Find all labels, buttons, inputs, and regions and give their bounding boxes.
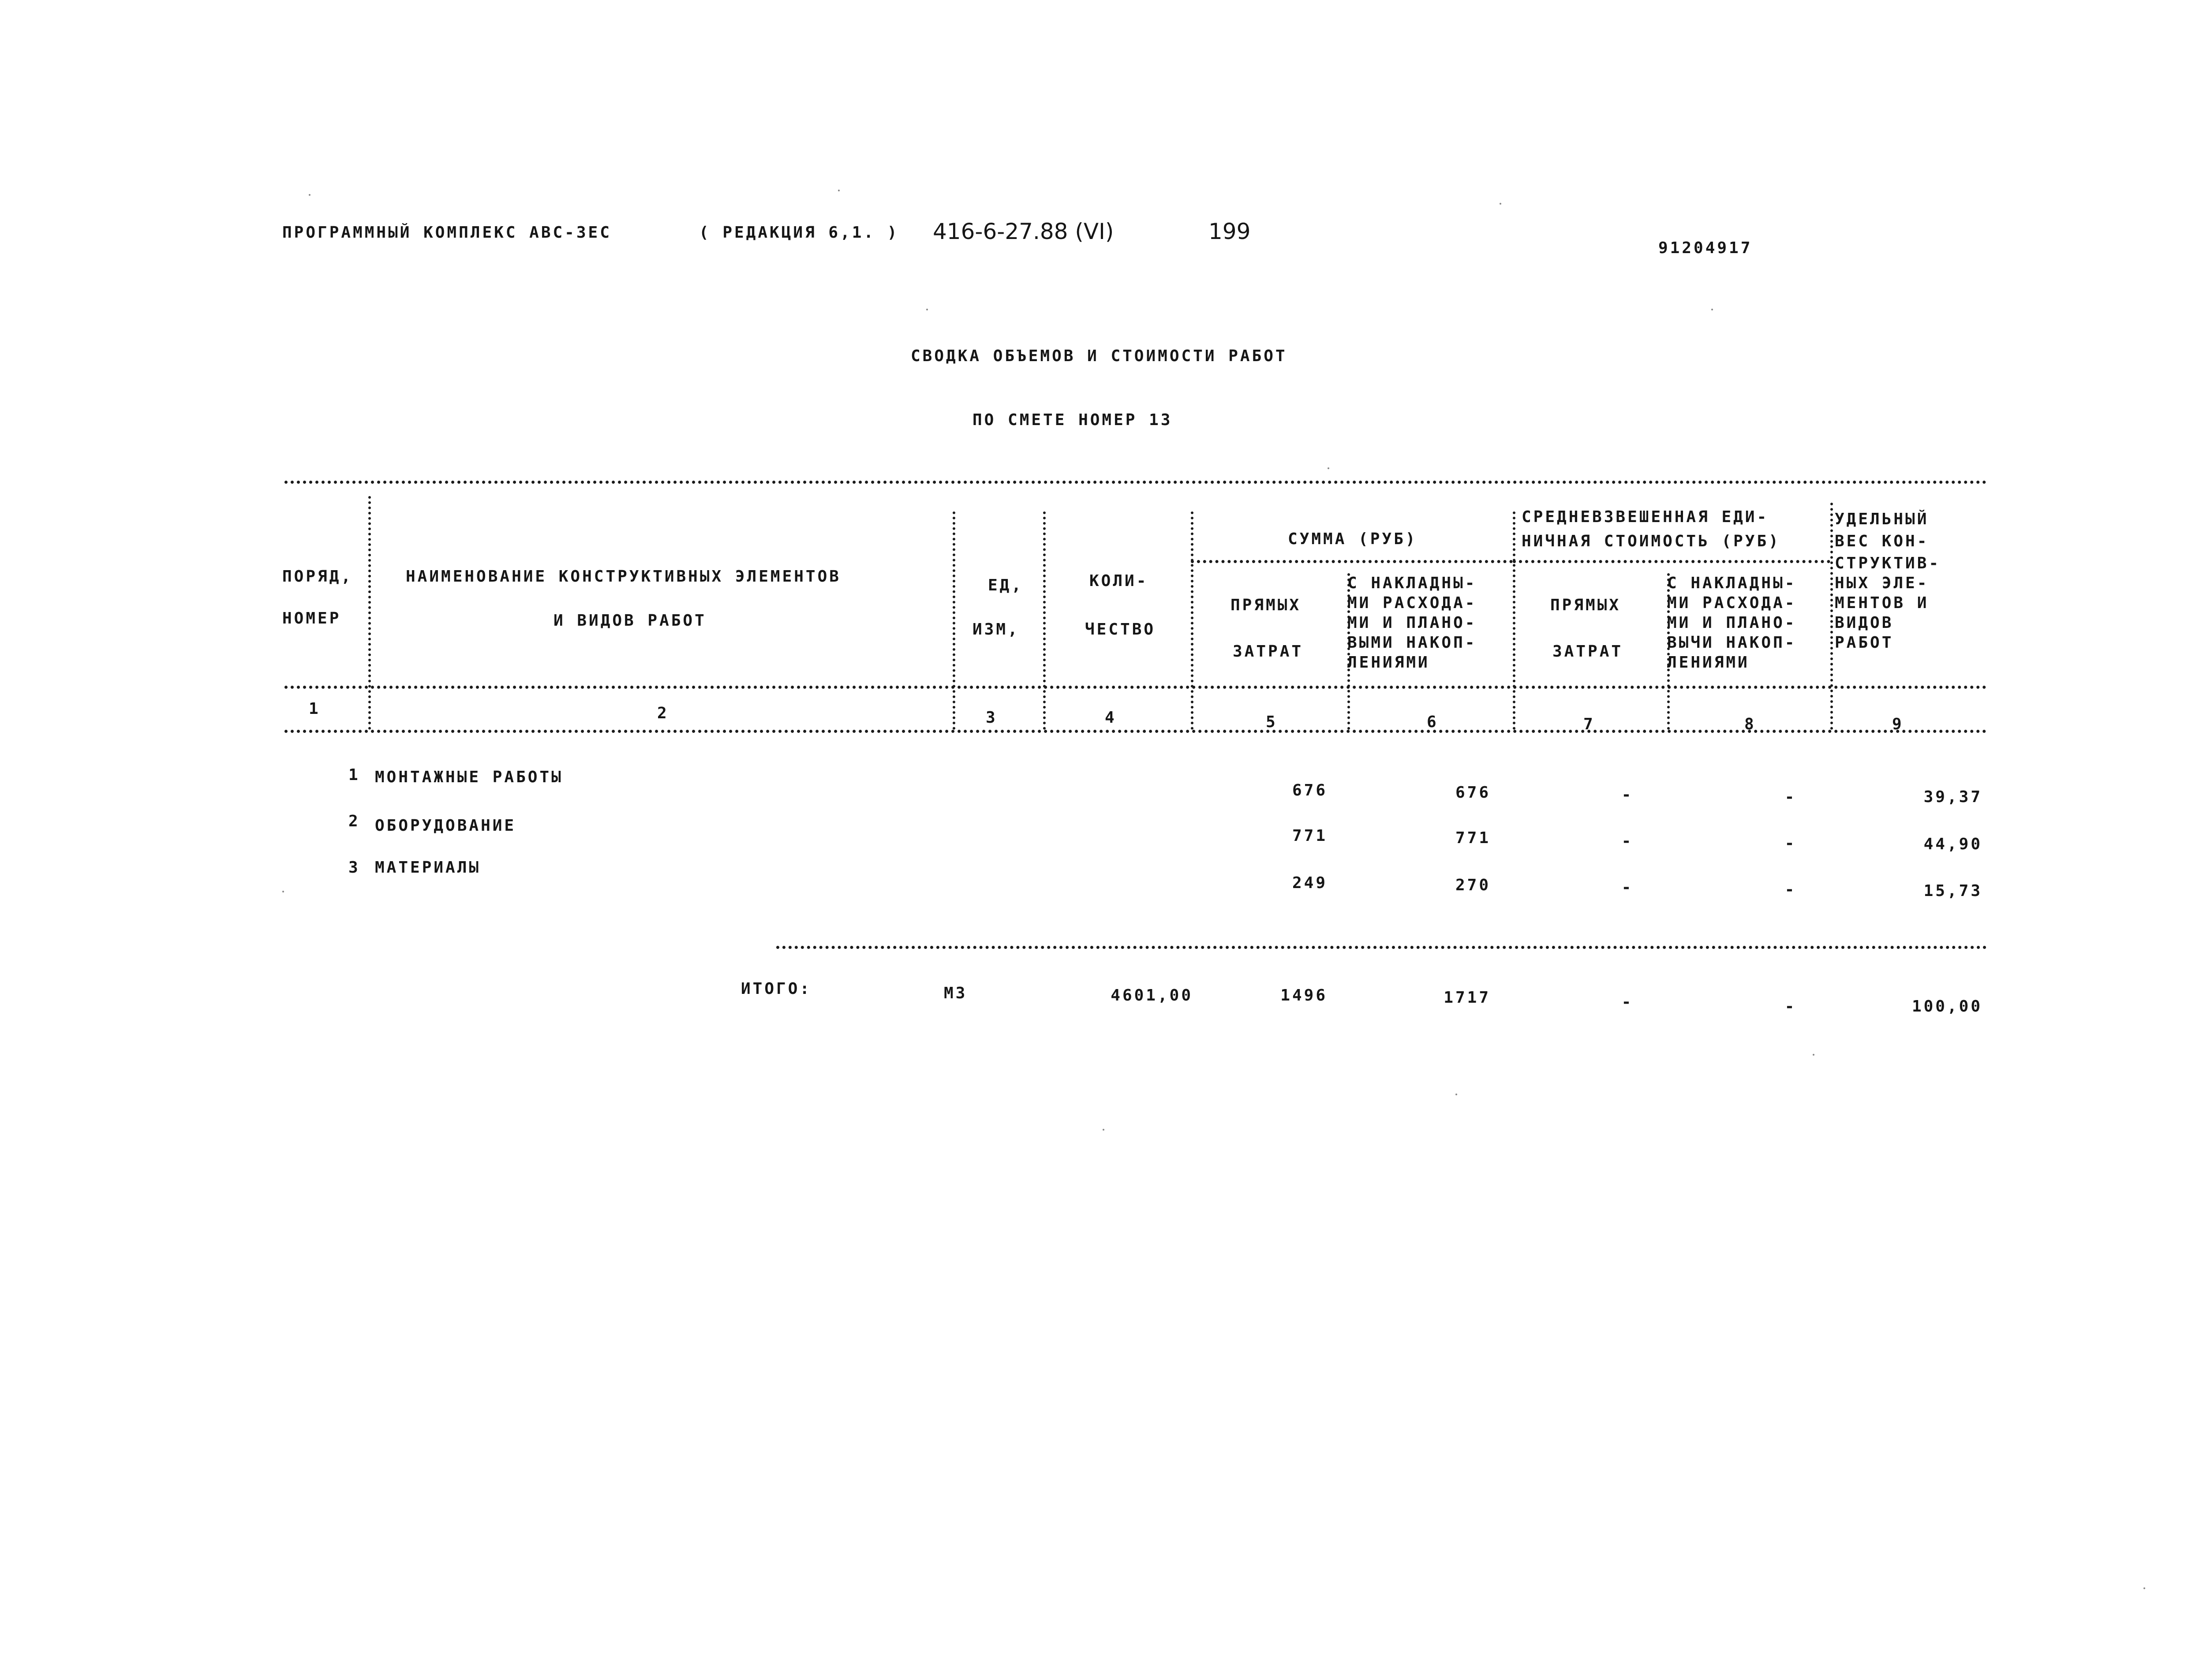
col6-header-line5: ЛЕНИЯМИ bbox=[1347, 653, 1430, 672]
col8-header-line1: С НАКЛАДНЫ- bbox=[1667, 574, 1797, 592]
document-number: 91204917 bbox=[1658, 239, 1753, 257]
report-subtitle: ПО СМЕТЕ НОМЕР 13 bbox=[972, 411, 1173, 429]
total-overhead: 1717 bbox=[1444, 989, 1491, 1007]
col-sep-6 bbox=[1513, 511, 1515, 730]
col6-header-line3: МИ И ПЛАНО- bbox=[1347, 614, 1477, 632]
row1-avg-overhead: - bbox=[1784, 788, 1797, 806]
scan-speck bbox=[1328, 467, 1329, 469]
total-avg-overhead: - bbox=[1784, 997, 1797, 1015]
row3-number: 3 bbox=[348, 859, 360, 877]
col-sep-4 bbox=[1191, 511, 1193, 730]
col-number-7: 7 bbox=[1583, 715, 1595, 733]
row2-name: ОБОРУДОВАНИЕ bbox=[375, 817, 516, 835]
total-avg-direct: - bbox=[1621, 993, 1634, 1011]
scan-speck bbox=[1711, 309, 1713, 310]
col-sep-3 bbox=[1043, 511, 1046, 730]
col9-header-line5: МЕНТОВ И bbox=[1835, 594, 1929, 612]
avg-group-header-line1: СРЕДНЕВЗВЕШЕННАЯ ЕДИ- bbox=[1522, 508, 1769, 526]
table-top-rule bbox=[284, 481, 1987, 484]
col9-header-line2: ВЕС КОН- bbox=[1835, 532, 1929, 550]
header-bottom-rule bbox=[284, 686, 1987, 689]
row2-share: 44,90 bbox=[1923, 835, 1982, 853]
col6-header-line2: МИ РАСХОДА- bbox=[1347, 594, 1477, 612]
col8-header-line5: ЛЕНИЯМИ bbox=[1667, 653, 1750, 672]
col2-header-line2: И ВИДОВ РАБОТ bbox=[554, 612, 707, 630]
col1-header-line1: ПОРЯД, bbox=[282, 567, 353, 586]
page-number: 199 bbox=[1208, 219, 1251, 244]
scan-speck bbox=[2143, 1587, 2145, 1589]
col5-header-line1: ПРЯМЫХ bbox=[1231, 596, 1302, 614]
project-code: 416-6-27.88 (VI) bbox=[933, 219, 1114, 244]
scan-speck bbox=[1455, 1094, 1457, 1095]
col4-header-line2: ЧЕСТВО bbox=[1085, 620, 1156, 638]
row1-overhead: 676 bbox=[1455, 784, 1491, 802]
col9-header-line4: НЫХ ЭЛЕ- bbox=[1835, 574, 1929, 592]
col-sep-2 bbox=[953, 511, 955, 730]
col8-header-line2: МИ РАСХОДА- bbox=[1667, 594, 1797, 612]
total-label: ИТОГО: bbox=[741, 980, 812, 998]
scan-speck bbox=[838, 190, 840, 191]
row2-direct: 771 bbox=[1292, 827, 1328, 845]
col9-header-line3: СТРУКТИВ- bbox=[1835, 554, 1941, 572]
col-number-3: 3 bbox=[986, 709, 998, 727]
col-sep-8 bbox=[1830, 503, 1833, 730]
row1-number: 1 bbox=[348, 766, 360, 784]
row2-number: 2 bbox=[348, 812, 360, 830]
col9-header-line7: РАБОТ bbox=[1835, 634, 1894, 652]
total-direct: 1496 bbox=[1280, 986, 1328, 1004]
numbers-bottom-rule bbox=[284, 730, 1987, 733]
col2-header-line1: НАИМЕНОВАНИЕ КОНСТРУКТИВНЫХ ЭЛЕМЕНТОВ bbox=[406, 567, 841, 586]
avg-group-header-line2: НИЧНАЯ СТОИМОСТЬ (РУБ) bbox=[1522, 532, 1780, 550]
sum-group-rule bbox=[1191, 560, 1513, 563]
col-number-6: 6 bbox=[1427, 713, 1439, 731]
col-number-2: 2 bbox=[657, 704, 669, 722]
col9-header-line1: УДЕЛЬНЫЙ bbox=[1835, 510, 1929, 528]
col-number-9: 9 bbox=[1892, 715, 1904, 733]
total-rule bbox=[776, 946, 1987, 949]
col3-header-line2: ИЗМ, bbox=[972, 620, 1020, 638]
total-share: 100,00 bbox=[1911, 997, 1982, 1015]
col7-header-line1: ПРЯМЫХ bbox=[1550, 596, 1621, 614]
scan-speck bbox=[1813, 1054, 1814, 1056]
col8-header-line4: ВЫЧИ НАКОП- bbox=[1667, 634, 1797, 652]
col-number-1: 1 bbox=[309, 700, 321, 718]
col-number-4: 4 bbox=[1105, 709, 1117, 727]
col8-header-line3: МИ И ПЛАНО- bbox=[1667, 614, 1797, 632]
col-sep-1 bbox=[368, 496, 371, 730]
scan-speck bbox=[1103, 1129, 1104, 1131]
col-number-5: 5 bbox=[1266, 713, 1278, 731]
sum-group-header: СУММА (РУБ) bbox=[1288, 530, 1418, 548]
row2-overhead: 771 bbox=[1455, 829, 1491, 847]
scan-speck bbox=[926, 309, 928, 310]
row1-name: МОНТАЖНЫЕ РАБОТЫ bbox=[375, 768, 563, 786]
row2-avg-direct: - bbox=[1621, 832, 1634, 850]
col1-header-line2: НОМЕР bbox=[282, 609, 341, 627]
col3-header-line1: ЕД, bbox=[988, 576, 1024, 594]
row3-avg-direct: - bbox=[1621, 878, 1634, 896]
scan-speck bbox=[282, 891, 284, 892]
row1-direct: 676 bbox=[1292, 781, 1328, 799]
col-number-8: 8 bbox=[1744, 715, 1756, 733]
row1-share: 39,37 bbox=[1923, 788, 1982, 806]
program-name: ПРОГРАММНЫЙ КОМПЛЕКС АВС-3ЕС bbox=[282, 224, 612, 242]
row3-name: МАТЕРИАЛЫ bbox=[375, 859, 481, 877]
avg-group-rule bbox=[1513, 560, 1830, 563]
row3-avg-overhead: - bbox=[1784, 881, 1797, 899]
row3-direct: 249 bbox=[1292, 874, 1328, 892]
row3-share: 15,73 bbox=[1923, 882, 1982, 900]
row3-overhead: 270 bbox=[1455, 876, 1491, 894]
total-quantity: 4601,00 bbox=[1111, 986, 1193, 1004]
col9-header-line6: ВИДОВ bbox=[1835, 614, 1894, 632]
edition: ( РЕДАКЦИЯ 6,1. ) bbox=[699, 224, 899, 242]
scan-speck bbox=[309, 194, 310, 196]
col6-header-line4: ВЫМИ НАКОП- bbox=[1347, 634, 1477, 652]
col7-header-line2: ЗАТРАТ bbox=[1552, 642, 1623, 661]
scan-speck bbox=[1500, 203, 1501, 205]
total-unit: М3 bbox=[944, 984, 968, 1002]
col4-header-line1: КОЛИ- bbox=[1089, 572, 1148, 590]
row1-avg-direct: - bbox=[1621, 786, 1634, 804]
report-title: СВОДКА ОБЪЕМОВ И СТОИМОСТИ РАБОТ bbox=[911, 347, 1287, 365]
row2-avg-overhead: - bbox=[1784, 834, 1797, 852]
col5-header-line2: ЗАТРАТ bbox=[1233, 642, 1304, 661]
col6-header-line1: С НАКЛАДНЫ- bbox=[1347, 574, 1477, 592]
